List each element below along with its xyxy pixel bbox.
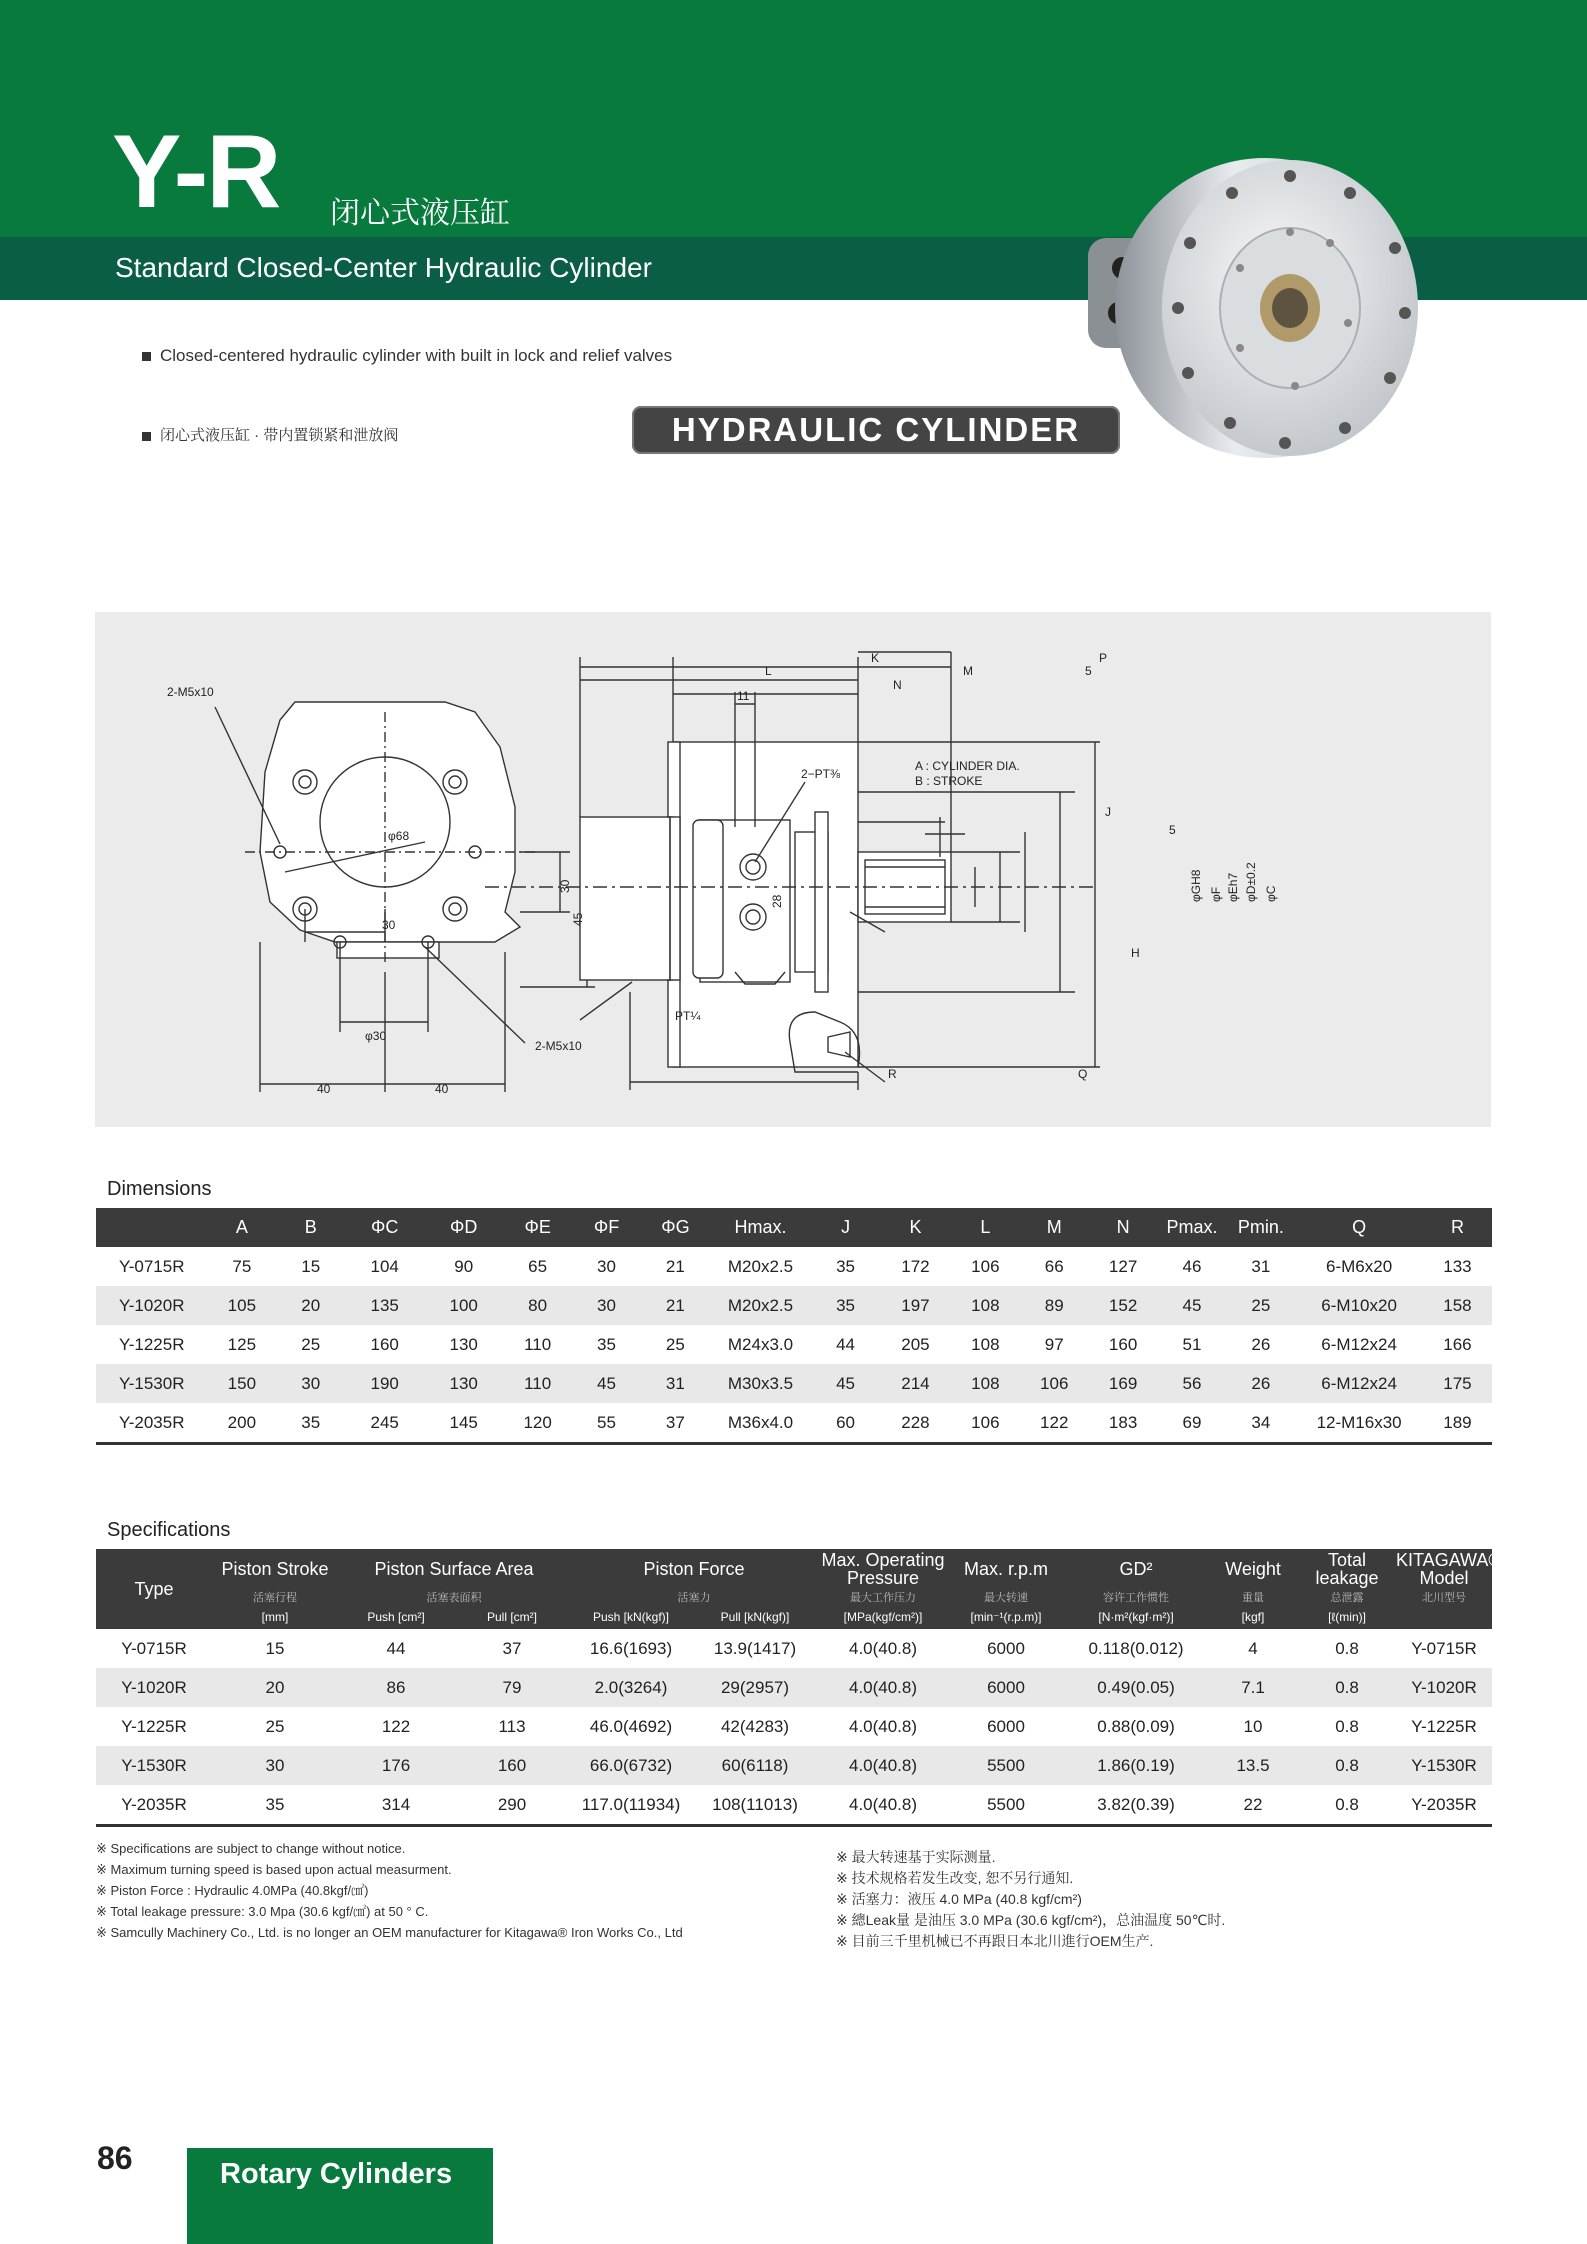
dimensions-header-cell: J [811,1208,880,1247]
dimensions-cell: 44 [836,1334,856,1354]
specifications-cell: 22 [1243,1794,1263,1814]
dimensions-cell: 45 [811,1364,880,1403]
label-GH8: φGH8 [1189,869,1203,902]
specifications-cell: 0.8 [1335,1638,1359,1658]
specifications-cell: 0.118(0.012) [1088,1638,1184,1658]
dimensions-cell: 108 [971,1334,1000,1354]
specifications-cell: 0.8 [1335,1794,1359,1814]
dimensions-cell: M30x3.5 [710,1364,811,1403]
specifications-cell: 35 [265,1794,285,1814]
label-C: φC [1264,885,1278,902]
spec-unit-gd: [N·m²(kgf·m²)] [1064,1605,1208,1629]
dimensions-cell: 100 [424,1286,503,1325]
dimensions-cell: 105 [207,1286,276,1325]
label-d30-inner: 30 [382,918,396,932]
dimensions-header-cell: B [276,1208,345,1247]
dimensions-cell: 106 [971,1256,1000,1276]
dimensions-cell: 172 [901,1256,930,1276]
dimensions-header-cell: R [1423,1208,1492,1247]
specifications-cell: 4.0(40.8) [848,1794,918,1814]
label-tap-bottom: 2-M5x10 [535,1039,582,1053]
spec-unit-area-push: Push [cm²] [338,1605,454,1629]
dimensions-cell: 158 [1423,1286,1492,1325]
specifications-cell: 4.0(40.8) [818,1668,948,1707]
dimensions-cell: 152 [1089,1286,1158,1325]
dimensions-cell: M24x3.0 [727,1334,794,1354]
dimensions-cell: M20x2.5 [727,1256,794,1276]
dimensions-cell: 197 [880,1286,951,1325]
specifications-cell: 44 [386,1638,406,1658]
spec-head-force: Piston Force [570,1549,818,1589]
specifications-cell: Y-1225R [1411,1716,1477,1736]
notes-cn [836,1847,1225,1952]
dimensions-header-cell: K [880,1208,951,1247]
dimensions-header-cell: ΦC [345,1208,424,1247]
dimensions-cell: 21 [665,1256,685,1276]
specifications-cell: 42(4283) [720,1716,790,1736]
label-N: N [893,678,902,692]
notes-en [96,1838,683,1943]
dimensions-cell: Y-1020R [96,1286,207,1325]
dimensions-cell: Y-2035R [118,1412,185,1432]
dimensions-cell: 30 [597,1256,616,1276]
specifications-cell: 46.0(4692) [589,1716,673,1736]
specifications-cell: 30 [212,1746,338,1785]
dimensions-row [96,1286,1492,1325]
label-j5: 5 [1169,823,1176,837]
spec-head-stroke-cn: 活塞行程 [212,1589,338,1605]
dimensions-cell: 175 [1423,1364,1492,1403]
specifications-cell: 15 [265,1638,285,1658]
specifications-row [96,1707,1492,1746]
specifications-row [96,1629,1492,1668]
spec-head-area-cn: 活塞表面积 [338,1589,570,1605]
dimensions-cell: 160 [1108,1334,1138,1354]
note-cn: ※ 目前三千里机械已不再跟日本北川進行OEM生产. [836,1933,1154,1949]
dimensions-row [96,1403,1492,1444]
label-dia30: φ30 [365,1029,387,1043]
specifications-cell: 25 [265,1716,285,1736]
dimensions-cell: 35 [597,1334,616,1354]
spec-head-gd: GD² [1064,1549,1208,1589]
dimensions-cell: Y-1530R [96,1364,207,1403]
dimensions-cell: 108 [951,1286,1020,1325]
dimensions-cell: 6-M10x20 [1295,1286,1423,1325]
specifications-cell: 108(11013) [712,1794,798,1814]
spec-head-weight-cn: 重量 [1208,1589,1298,1605]
label-F: φF [1209,886,1223,902]
dimensions-cell: 150 [207,1364,276,1403]
specifications-title: Specifications [107,1519,231,1541]
spec-unit-area-pull: Pull [cm²] [454,1605,570,1629]
dimensions-cell: 6-M6x20 [1326,1256,1393,1276]
label-Q: Q [1078,1067,1088,1081]
dimensions-cell: 34 [1251,1412,1271,1432]
note-en: ※ Specifications are subject to change without notice. [96,1841,406,1856]
dimensions-cell: 130 [449,1334,478,1354]
technical-drawing [95,612,1491,1127]
dimensions-cell: 122 [1040,1412,1069,1432]
dimensions-cell: M36x4.0 [727,1412,794,1432]
dimensions-header-row [96,1208,1492,1247]
dimensions-cell: 45 [572,1364,641,1403]
specifications-cell: 16.6(1693) [589,1638,673,1658]
spec-head-force-cn: 活塞力 [570,1589,818,1605]
spec-head-kitagawa: KITAGAWA® Model [1396,1550,1502,1588]
specifications-cell: 6000 [948,1668,1064,1707]
dimensions-cell: 104 [370,1256,399,1276]
label-d28: 28 [770,894,784,908]
footer-section-label: Rotary Cylinders [220,2158,453,2190]
label-p5: 5 [1085,664,1092,678]
specifications-row [96,1785,1492,1826]
page-number: 86 [97,2140,133,2176]
spec-head-weight: Weight [1208,1549,1298,1589]
spec-head-area: Piston Surface Area [338,1549,570,1589]
dimensions-cell: 60 [836,1412,856,1432]
specifications-cell: 117.0(11934) [581,1794,681,1814]
spec-unit-rpm: [min⁻¹(r.p.m)] [948,1605,1064,1629]
note-cn: ※ 技术规格若发生改变, 恕不另行通知. [836,1870,1074,1886]
specifications-cell: 4.0(40.8) [818,1746,948,1785]
dimensions-cell: 90 [454,1256,474,1276]
specifications-cell: 2.0(3264) [570,1668,692,1707]
dimensions-cell: 31 [1251,1256,1271,1276]
specifications-cell: 66.0(6732) [570,1746,692,1785]
dimensions-cell: 15 [301,1256,321,1276]
specifications-cell: 160 [454,1746,570,1785]
specifications-cell: 29(2957) [692,1668,818,1707]
note-cn: ※ 活塞力：液压 4.0 MPa (40.8 kgf/cm²) [836,1891,1082,1907]
dimensions-cell: 166 [1443,1334,1472,1354]
specifications-row [96,1668,1492,1707]
dimensions-cell: 120 [523,1412,552,1432]
label-legend-a: A : CYLINDER DIA. [915,759,1020,773]
dimensions-cell: 89 [1020,1286,1089,1325]
dimensions-cell: 245 [370,1412,399,1432]
dimensions-cell: 125 [227,1334,257,1354]
dimensions-table [96,1208,1492,1445]
dimensions-cell: 12-M16x30 [1316,1412,1402,1432]
specifications-cell: 4.0(40.8) [848,1638,918,1658]
dimensions-cell: Y-1225R [118,1334,185,1354]
specifications-cell: 10 [1243,1716,1263,1736]
dimensions-cell: 183 [1108,1412,1138,1432]
dimensions-row [96,1247,1492,1286]
label-dia68: φ68 [388,829,410,843]
specifications-cell: 113 [498,1716,526,1736]
feature-bullet-en: Closed-centered hydraulic cylinder with built in lock and relief valves [142,346,672,366]
specifications-cell: 79 [454,1668,570,1707]
label-J: J [1105,805,1111,819]
dimensions-cell: 20 [276,1286,345,1325]
spec-unit-weight: [kgf] [1208,1605,1298,1629]
label-d45: 45 [571,912,585,926]
note-cn: ※ 總Leak量 是油压 3.0 MPa (30.6 kgf/cm²)，总油温度 50℃时. [836,1912,1226,1928]
spec-unit-pressure: [MPa(kgf/cm²)] [818,1605,948,1629]
dimensions-header-cell: L [951,1208,1020,1247]
specifications-cell: 290 [497,1794,527,1814]
spec-head-leak: Total leakage [1298,1549,1396,1589]
label-d11: 11 [737,689,750,703]
dimensions-cell: 127 [1108,1256,1138,1276]
specifications-table [96,1549,1502,1827]
dimensions-header-cell: Q [1295,1208,1423,1247]
dimensions-cell: 133 [1443,1256,1472,1276]
cylinder-product-image [1080,148,1460,468]
label-w40a: 40 [317,1082,331,1096]
specifications-cell: 4.0(40.8) [848,1716,918,1736]
specifications-cell: 122 [381,1716,411,1736]
dimensions-cell: 6-M12x24 [1295,1364,1423,1403]
specifications-cell: 5500 [987,1794,1025,1814]
page-subtitle: Standard Closed-Center Hydraulic Cylinder [115,252,652,283]
specifications-cell: 176 [338,1746,454,1785]
specifications-cell: Y-1225R [121,1716,187,1736]
specifications-cell: 20 [212,1668,338,1707]
dimensions-cell: 80 [503,1286,572,1325]
dimensions-cell: 228 [901,1412,930,1432]
dimensions-header-cell: Hmax. [710,1208,811,1247]
specifications-cell: 0.8 [1298,1668,1396,1707]
dimensions-header-cell: A [207,1208,276,1247]
dimensions-header-cell [96,1208,207,1247]
label-H: H [1131,946,1140,960]
spec-head-rpm-cn: 最大转速 [948,1589,1064,1605]
drawing-svg [95,612,1491,1127]
dimensions-header-cell: ΦE [503,1208,572,1247]
specifications-cell: 0.88(0.09) [1097,1716,1175,1736]
note-en: ※ Total leakage pressure: 3.0 Mpa (30.6 kgf/㎠) at 50 ° C. [96,1904,429,1919]
dimensions-cell: 25 [665,1334,685,1354]
dimensions-cell: 25 [1226,1286,1295,1325]
model-title-cn: 闭心式液压缸 [330,196,510,231]
specifications-cell: 60(6118) [692,1746,818,1785]
dimensions-cell: 145 [449,1412,478,1432]
dimensions-cell: M20x2.5 [710,1286,811,1325]
specifications-cell: 6000 [987,1638,1025,1658]
dimensions-cell: 26 [1251,1334,1271,1354]
dimensions-cell: 66 [1044,1256,1064,1276]
specifications-cell: 7.1 [1208,1668,1298,1707]
specifications-row [96,1746,1492,1785]
spec-head-stroke: Piston Stroke [212,1549,338,1589]
dimensions-cell: 106 [1020,1364,1089,1403]
specifications-cell: Y-1020R [1396,1668,1492,1707]
specifications-cell: Y-2035R [121,1794,187,1814]
label-pt14: PT¼ [675,1009,701,1023]
dimensions-header-cell: Pmax. [1158,1208,1227,1247]
dimensions-cell: 108 [951,1364,1020,1403]
spec-head-pressure-cn: 最大工作压力 [818,1589,948,1605]
dimensions-cell: 160 [370,1334,399,1354]
dimensions-cell: 110 [524,1334,552,1354]
spec-unit-force-pull: Pull [kN(kgf)] [692,1605,818,1629]
dimensions-header-cell: ΦF [572,1208,641,1247]
dimensions-cell: Y-0715R [118,1256,185,1276]
dimensions-cell: 106 [971,1412,1000,1432]
spec-head-gd-cn: 容许工作惯性 [1064,1589,1208,1605]
dimensions-cell: 110 [503,1364,572,1403]
dimensions-cell: 31 [641,1364,710,1403]
dimensions-row [96,1325,1492,1364]
dimensions-cell: 37 [665,1412,685,1432]
dimensions-cell: 69 [1182,1412,1202,1432]
dimensions-title: Dimensions [107,1178,212,1200]
spec-head-kitagawa-cn: 北川型号 [1396,1589,1492,1605]
note-cn: ※ 最大转速基于实际测量. [836,1849,996,1865]
dimensions-cell: 205 [901,1334,930,1354]
spec-head-type: Type [96,1549,212,1629]
dimensions-cell: 46 [1182,1256,1202,1276]
dimensions-cell: 21 [641,1286,710,1325]
specifications-cell: 0.8 [1298,1746,1396,1785]
dimensions-cell: 35 [836,1256,856,1276]
dimensions-row [96,1364,1492,1403]
specifications-cell: 314 [381,1794,411,1814]
dimensions-header-cell: N [1089,1208,1158,1247]
dimensions-cell: 189 [1443,1412,1472,1432]
label-K: K [871,651,880,665]
label-M: M [963,664,973,678]
spec-head-rpm: Max. r.p.m [948,1549,1064,1589]
specifications-cell: 1.86(0.19) [1064,1746,1208,1785]
dimensions-cell: 25 [301,1334,321,1354]
dimensions-cell: 214 [880,1364,951,1403]
dimensions-cell: 30 [276,1364,345,1403]
label-w40b: 40 [435,1082,449,1096]
specifications-cell: Y-1530R [1396,1746,1492,1785]
spec-head-pressure: Max. Operating Pressure [818,1549,948,1589]
specifications-cell: Y-0715R [1411,1638,1477,1658]
specifications-cell: 4 [1248,1638,1258,1658]
label-P: P [1099,651,1108,665]
model-title: Y-R [112,114,280,230]
dimensions-header-cell: M [1020,1208,1089,1247]
dimensions-cell: 130 [424,1364,503,1403]
spec-unit-leak: [ℓ(min)] [1298,1605,1396,1629]
dimensions-cell: 135 [345,1286,424,1325]
dimensions-cell: 65 [528,1256,548,1276]
feature-bullet-cn: 闭心式液压缸 · 带内置锁紧和泄放阀 [142,424,398,445]
dimensions-header-cell: Pmin. [1226,1208,1295,1247]
note-en: ※ Piston Force : Hydraulic 4.0MPa (40.8kgf/㎠) [96,1883,369,1898]
specifications-cell: 5500 [948,1746,1064,1785]
dimensions-cell: 55 [597,1412,616,1432]
label-pt38: 2−PT⅜ [801,767,841,781]
specifications-cell: Y-2035R [1411,1794,1477,1814]
specifications-cell: 37 [502,1638,522,1658]
dimensions-cell: 30 [572,1286,641,1325]
label-legend-b: B : STROKE [915,774,983,788]
label-d30: 30 [558,879,572,893]
dimensions-cell: 56 [1158,1364,1227,1403]
label-L: L [765,664,772,678]
dimensions-header-cell: ΦD [424,1208,503,1247]
dimensions-cell: 169 [1089,1364,1158,1403]
note-en: ※ Samcully Machinery Co., Ltd. is no longer an OEM manufacturer for Kitagawa® Iron Works Co., Ltd [96,1925,683,1940]
specifications-cell: 86 [338,1668,454,1707]
dimensions-cell: 75 [232,1256,252,1276]
dimensions-cell: 45 [1158,1286,1227,1325]
dimensions-cell: 97 [1044,1334,1064,1354]
specifications-cell: 6000 [987,1716,1025,1736]
label-R: R [888,1067,897,1081]
specifications-cell: 3.82(0.39) [1097,1794,1175,1814]
dimensions-cell: 200 [227,1412,257,1432]
dimensions-cell: 190 [345,1364,424,1403]
label-Eh7: φEh7 [1226,872,1240,902]
specifications-cell: Y-0715R [121,1638,187,1658]
note-en: ※ Maximum turning speed is based upon actual measurment. [96,1862,452,1877]
label-D: φD±0.2 [1244,862,1258,902]
specifications-cell: Y-1530R [96,1746,212,1785]
dimensions-cell: 51 [1182,1334,1202,1354]
hydraulic-cylinder-badge: HYDRAULIC CYLINDER [632,406,1120,454]
spec-unit-stroke: [mm] [212,1605,338,1629]
dimensions-cell: 35 [811,1286,880,1325]
label-tap-top: 2-M5x10 [167,685,214,699]
dimensions-cell: 6-M12x24 [1321,1334,1397,1354]
specifications-cell: 13.9(1417) [713,1638,797,1658]
specifications-cell: Y-1020R [96,1668,212,1707]
specifications-cell: 13.5 [1208,1746,1298,1785]
specifications-cell: 0.49(0.05) [1064,1668,1208,1707]
dimensions-cell: 35 [301,1412,321,1432]
spec-unit-force-push: Push [kN(kgf)] [570,1605,692,1629]
specifications-cell: 0.8 [1335,1716,1359,1736]
dimensions-header-cell: ΦG [641,1208,710,1247]
dimensions-cell: 26 [1226,1364,1295,1403]
spec-head-leak-cn: 总泄露 [1298,1589,1396,1605]
